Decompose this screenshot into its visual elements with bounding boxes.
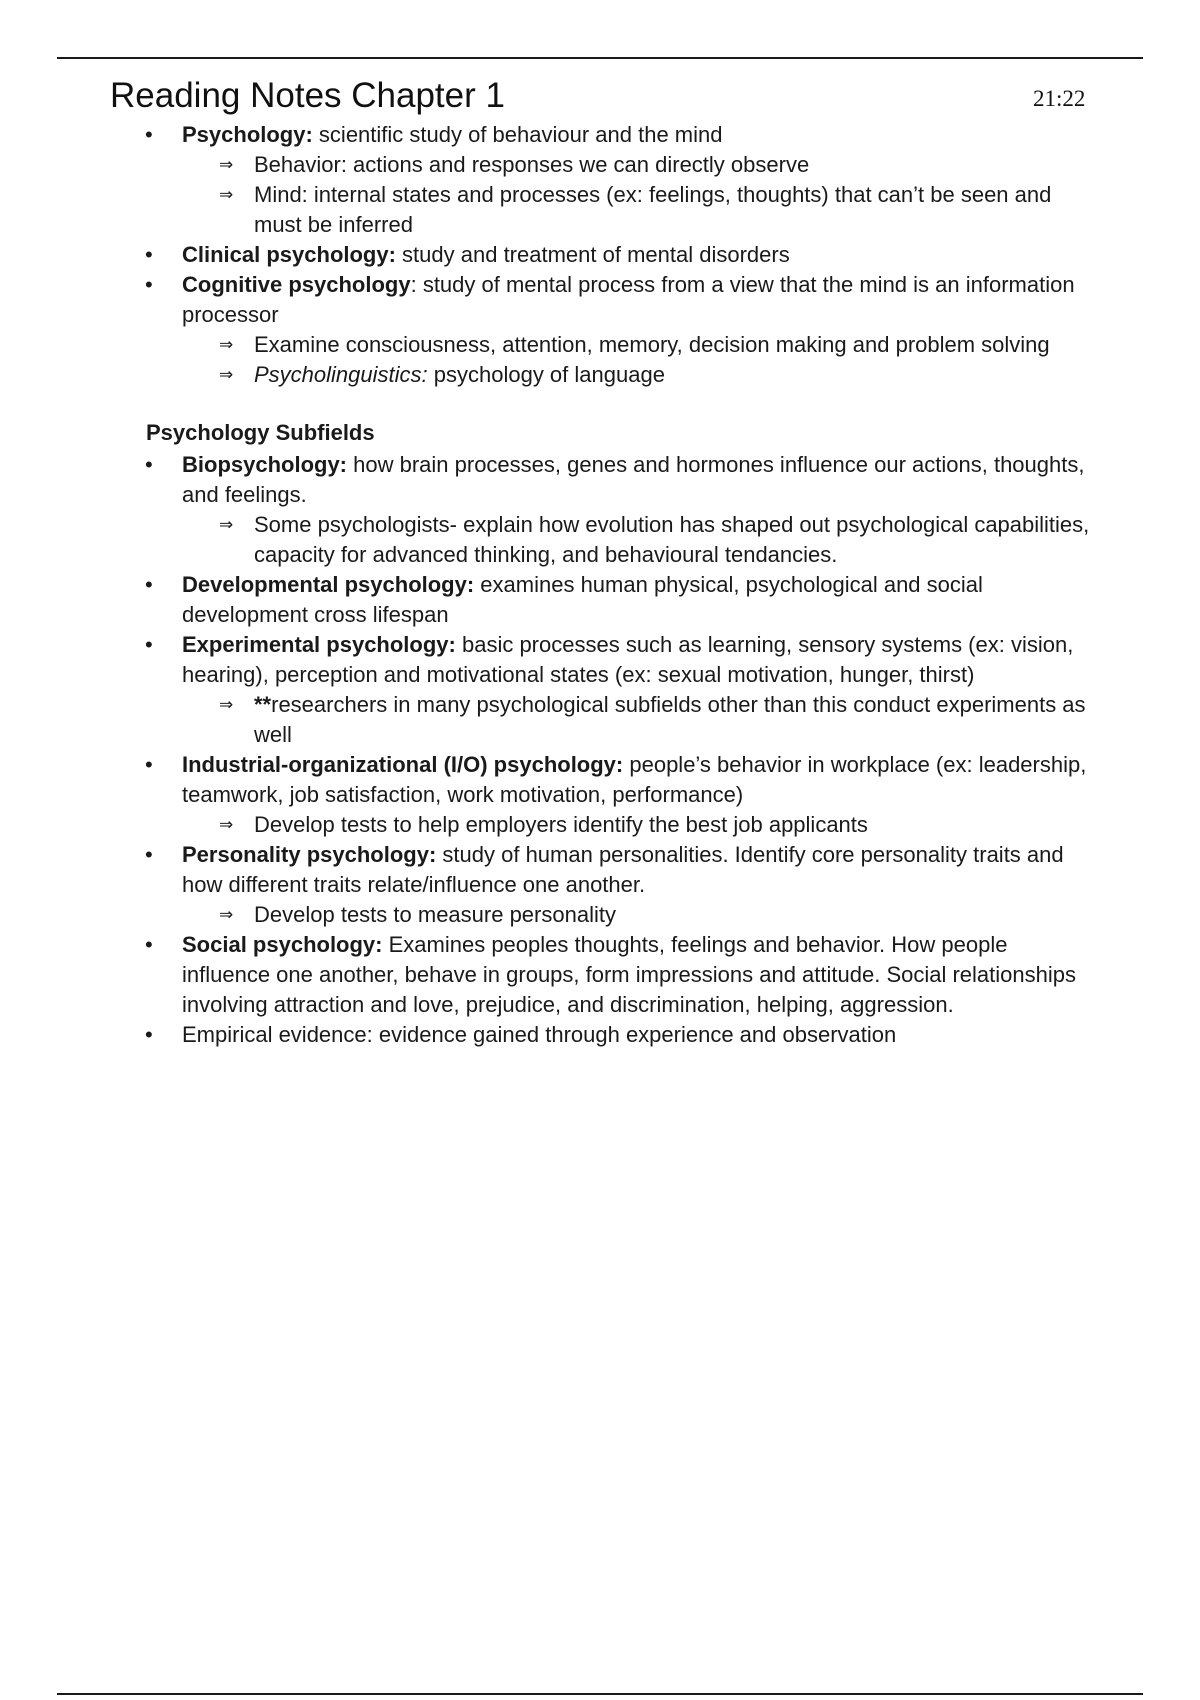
- bullet-icon: •: [145, 752, 153, 777]
- bullet-icon: •: [145, 932, 153, 957]
- arrow-icon: ⇒: [219, 335, 234, 354]
- list-item-cognitive: [0, 270, 1200, 330]
- sub-text: Develop tests to measure personality: [254, 902, 616, 927]
- definition: : study of mental process from a view that the mind is an information processor: [182, 272, 1075, 327]
- definition: how brain processes, genes and hormones influence our actions, thoughts, and feelings.: [182, 452, 1085, 507]
- term: Clinical psychology:: [182, 242, 396, 267]
- section-heading: Psychology Subfields: [146, 420, 375, 445]
- term: Industrial-organizational (I/O) psychology:: [182, 752, 624, 777]
- term: Biopsychology:: [182, 452, 348, 477]
- definition: basic processes such as learning, sensory systems (ex: vision, hearing), perception and motivational states (ex: sexual motivation, hunger, thirst): [182, 632, 1074, 687]
- arrow-icon: ⇒: [219, 365, 234, 384]
- term: Developmental psychology:: [182, 572, 475, 597]
- sub-item: [0, 510, 1200, 570]
- definition: scientific study of behaviour and the mind: [312, 122, 723, 147]
- sub-text: Behavior: actions and responses we can directly observe: [254, 152, 810, 177]
- sub-item: [0, 810, 1200, 840]
- arrow-icon: ⇒: [219, 815, 234, 834]
- list-item-social: [0, 930, 1200, 1020]
- sub-item: [0, 150, 1200, 180]
- list-item-empirical: [0, 1020, 1200, 1050]
- arrow-icon: ⇒: [219, 515, 234, 534]
- sub-item: [0, 690, 1200, 750]
- list-item-biopsychology: [0, 450, 1200, 510]
- sub-marker: **: [254, 692, 272, 717]
- sub-term: Psycholinguistics:: [254, 362, 428, 387]
- list-item-clinical: [0, 240, 1200, 270]
- arrow-icon: ⇒: [219, 905, 234, 924]
- sub-text: Examine consciousness, attention, memory, decision making and problem solving: [254, 332, 1050, 357]
- arrow-icon: ⇒: [219, 695, 234, 714]
- page-title: Reading Notes Chapter 1: [110, 76, 505, 115]
- sub-item: [0, 360, 1200, 390]
- sub-text: psychology of language: [427, 362, 665, 387]
- sub-item: [0, 330, 1200, 360]
- sub-text: researchers in many psychological subfields other than this conduct experiments as well: [254, 692, 1086, 747]
- list-item-developmental: [0, 570, 1200, 630]
- sub-text: Some psychologists- explain how evolution has shaped out psychological capabilities, capacity for advanced thinking, and behavioural tendancies.: [254, 512, 1090, 567]
- definition: examines human physical, psychological and social development cross lifespan: [182, 572, 983, 627]
- sub-text: Mind: internal states and processes (ex: feelings, thoughts) that can’t be seen and must be inferred: [254, 182, 1052, 237]
- bullet-icon: •: [145, 242, 153, 267]
- definition: study and treatment of mental disorders: [395, 242, 790, 267]
- notes-content: [0, 120, 1200, 1050]
- sub-text: Develop tests to help employers identify the best job applicants: [254, 812, 868, 837]
- definition: Empirical evidence: evidence gained through experience and observation: [182, 1022, 897, 1047]
- term: Personality psychology:: [182, 842, 437, 867]
- bullet-icon: •: [145, 572, 153, 597]
- list-item-industrial: [0, 750, 1200, 810]
- bullet-icon: •: [145, 272, 153, 297]
- term: Experimental psychology:: [182, 632, 456, 657]
- definition: people’s behavior in workplace (ex: leadership, teamwork, job satisfaction, work motivation, performance): [182, 752, 1087, 807]
- term: Social psychology:: [182, 932, 383, 957]
- bullet-icon: •: [145, 632, 153, 657]
- list-item-personality: [0, 840, 1200, 900]
- arrow-icon: ⇒: [219, 155, 234, 174]
- bullet-icon: •: [145, 1022, 153, 1047]
- sub-item: [0, 900, 1200, 930]
- bullet-icon: •: [145, 842, 153, 867]
- term: Psychology:: [182, 122, 313, 147]
- top-rule: [57, 57, 1143, 59]
- list-item-experimental: [0, 630, 1200, 690]
- bottom-rule: [57, 1693, 1143, 1695]
- term: Cognitive psychology: [182, 272, 411, 297]
- definition: study of human personalities. Identify core personality traits and how different traits relate/influence one another.: [182, 842, 1064, 897]
- page-time: 21:22: [1033, 86, 1086, 111]
- bullet-icon: •: [145, 452, 153, 477]
- arrow-icon: ⇒: [219, 185, 234, 204]
- bullet-icon: •: [145, 122, 153, 147]
- sub-item: [0, 180, 1200, 240]
- definition: Examines peoples thoughts, feelings and behavior. How people influence one another, behave in groups, form impressions and attitude. Social relationships involving attraction and love, prejudice, and discrimination, helping, aggression.: [182, 932, 1076, 1017]
- list-item-psychology: [0, 120, 1200, 150]
